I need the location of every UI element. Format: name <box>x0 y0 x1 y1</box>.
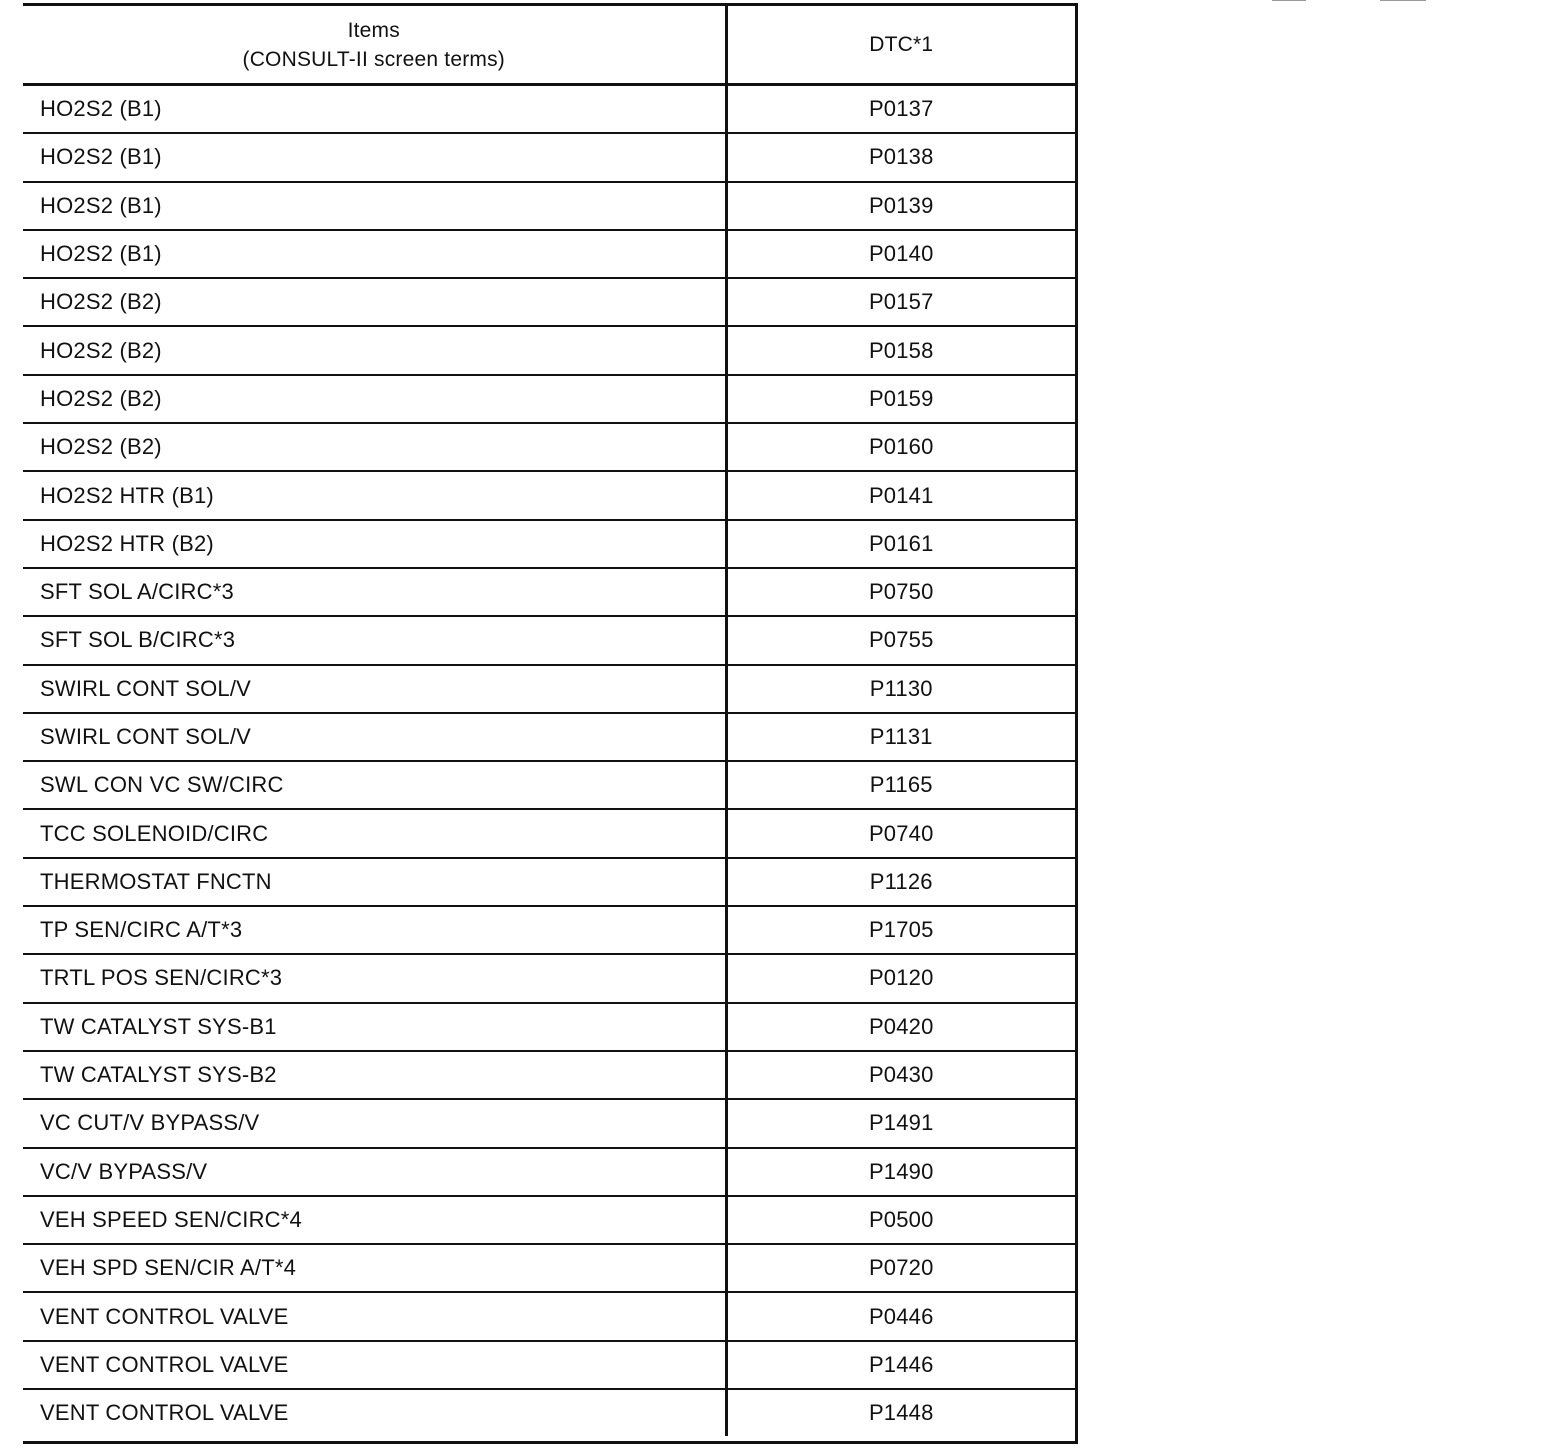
items-column-header <box>23 6 726 85</box>
table-row <box>23 1099 1075 1147</box>
item-cell: VEH SPD SEN/CIR A/T*4 <box>23 1244 726 1292</box>
table-row <box>23 423 1075 471</box>
dtc-cell: P0137 <box>726 85 1075 134</box>
dtc-cell: P0500 <box>726 1196 1075 1244</box>
dtc-cell: P1490 <box>726 1148 1075 1196</box>
table-row <box>23 906 1075 954</box>
dtc-cell: P1126 <box>726 858 1075 906</box>
dtc-cell: P1448 <box>868 1400 934 1426</box>
dtc-cell: P0140 <box>726 230 1075 278</box>
dtc-table <box>23 6 1075 1436</box>
item-cell: SWIRL CONT SOL/V <box>23 665 726 713</box>
item-cell: HO2S2 (B2) <box>23 278 726 326</box>
item-cell: VENT CONTROL VALVE <box>23 1292 726 1340</box>
dtc-cell: P0139 <box>726 182 1075 230</box>
item-cell: HO2S2 (B1) <box>23 85 726 134</box>
table-row <box>23 1196 1075 1244</box>
dtc-cell: P0755 <box>726 616 1075 664</box>
dtc-table-container <box>23 3 1078 1444</box>
dtc-cell: P0161 <box>726 520 1075 568</box>
table-row <box>23 278 1075 326</box>
item-cell: HO2S2 (B2) <box>23 423 726 471</box>
item-cell: HO2S2 (B2) <box>23 375 726 423</box>
item-cell: HO2S2 (B1) <box>23 230 726 278</box>
table-row <box>23 1051 1075 1099</box>
item-cell: TW CATALYST SYS-B2 <box>23 1051 726 1099</box>
item-cell: TRTL POS SEN/CIRC*3 <box>23 954 726 1002</box>
table-row <box>23 1292 1075 1340</box>
table-row <box>23 375 1075 423</box>
table-row <box>23 568 1075 616</box>
item-cell: VC CUT/V BYPASS/V <box>23 1099 726 1147</box>
item-cell: VENT CONTROL VALVE <box>23 1341 726 1389</box>
item-cell: HO2S2 HTR (B2) <box>23 520 726 568</box>
dtc-cell: P1446 <box>726 1341 1075 1389</box>
item-cell: SWIRL CONT SOL/V <box>23 713 726 761</box>
dtc-cell: P1705 <box>726 906 1075 954</box>
dtc-cell: P0160 <box>726 423 1075 471</box>
item-cell: SFT SOL A/CIRC*3 <box>23 568 726 616</box>
table-row <box>23 954 1075 1002</box>
dtc-cell: P0159 <box>726 375 1075 423</box>
table-row <box>23 230 1075 278</box>
table-row <box>23 471 1075 519</box>
items-header-subtitle: (CONSULT-II screen terms) <box>242 47 505 71</box>
table-body <box>23 85 1075 1437</box>
item-cell: HO2S2 (B1) <box>23 133 726 181</box>
dtc-cell: P0138 <box>726 133 1075 181</box>
dtc-column-header: DTC*1 <box>726 6 1075 85</box>
item-cell: SFT SOL B/CIRC*3 <box>23 616 726 664</box>
table-row <box>23 761 1075 809</box>
dtc-cell: P1165 <box>726 761 1075 809</box>
item-cell: HO2S2 (B1) <box>23 182 726 230</box>
dtc-cell: P0157 <box>726 278 1075 326</box>
table-row <box>23 616 1075 664</box>
dtc-cell: P0750 <box>726 568 1075 616</box>
header-row <box>23 6 1075 85</box>
table-row <box>23 665 1075 713</box>
scan-mark-left <box>1272 0 1306 1</box>
item-cell: TP SEN/CIRC A/T*3 <box>23 906 726 954</box>
item-cell: HO2S2 (B2) <box>23 326 726 374</box>
table-row <box>23 1148 1075 1196</box>
table-row <box>23 85 1075 134</box>
dtc-cell: P0740 <box>726 809 1075 857</box>
item-cell: TW CATALYST SYS-B1 <box>23 1003 726 1051</box>
table-row <box>23 182 1075 230</box>
table-row <box>23 1003 1075 1051</box>
table-row <box>23 713 1075 761</box>
table-row <box>23 1244 1075 1292</box>
dtc-cell: P0430 <box>726 1051 1075 1099</box>
dtc-cell: P0446 <box>726 1292 1075 1340</box>
dtc-cell: P0158 <box>726 326 1075 374</box>
table-row <box>23 326 1075 374</box>
item-cell: HO2S2 HTR (B1) <box>23 471 726 519</box>
table-row <box>23 809 1075 857</box>
dtc-cell: P0720 <box>726 1244 1075 1292</box>
items-header-title: Items <box>347 18 400 42</box>
item-cell: SWL CON VC SW/CIRC <box>23 761 726 809</box>
dtc-cell: P1491 <box>726 1099 1075 1147</box>
table-row <box>23 1341 1075 1389</box>
table-row <box>23 858 1075 906</box>
dtc-cell: P1130 <box>726 665 1075 713</box>
table-row <box>23 520 1075 568</box>
item-cell: TCC SOLENOID/CIRC <box>23 809 726 857</box>
table-row <box>23 133 1075 181</box>
item-cell: THERMOSTAT FNCTN <box>23 858 726 906</box>
table-header <box>23 6 1075 85</box>
dtc-cell: P0141 <box>726 471 1075 519</box>
item-cell: VC/V BYPASS/V <box>23 1148 726 1196</box>
dtc-cell: P0420 <box>726 1003 1075 1051</box>
scan-mark-right <box>1380 0 1426 1</box>
item-cell: VENT CONTROL VALVE <box>23 1389 726 1436</box>
dtc-cell: P1131 <box>726 713 1075 761</box>
item-cell: VEH SPEED SEN/CIRC*4 <box>23 1196 726 1244</box>
table-row <box>23 1389 1075 1436</box>
dtc-cell: P0120 <box>726 954 1075 1002</box>
